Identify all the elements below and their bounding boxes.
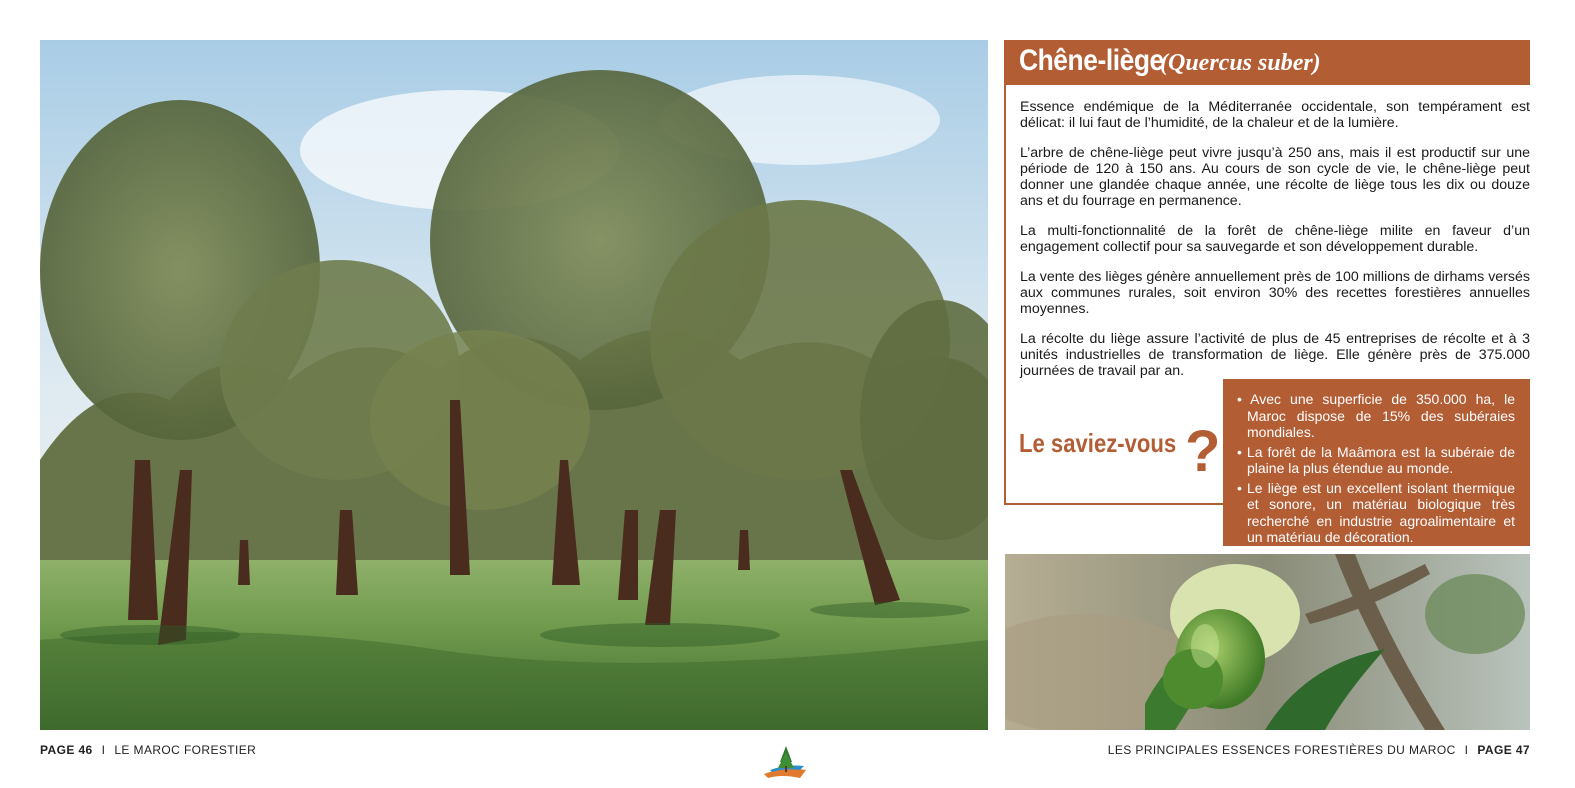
fact-item: • Avec une superficie de 350.000 ha, le Maroc dispose de 15% des subéraies mondiales.	[1237, 391, 1515, 441]
facts-list	[1237, 391, 1515, 546]
footer-left	[40, 743, 256, 757]
question-mark-icon: ?	[1185, 419, 1221, 484]
facts-box	[1223, 379, 1530, 546]
paragraph: La récolte du liège assure l’activité de plus de 45 entreprises de récolte et à 3 unités industrielles de transformation de liège. Elle génère près de 375.000 journées de travail par an.	[1020, 331, 1530, 379]
footer-separator: I	[101, 743, 106, 757]
saviez-vous-heading	[1019, 419, 1221, 484]
paragraph: L’arbre de chêne-liège peut vivre jusqu’à 250 ans, mais il est productif sur une période de 120 à 150 ans. Au cours de son cycle de vie, le chêne-liège peut donner une glandée chaque année, une récolte de liège tous les dix ou douze ans et du fourrage en permanence.	[1020, 145, 1530, 209]
footer-separator: I	[1464, 743, 1469, 757]
title-latin-name: (Quercus suber)	[1160, 50, 1321, 76]
title-common-name: Chêne-liège	[1019, 44, 1164, 77]
forest-logo-icon	[760, 744, 810, 780]
page-title	[1004, 40, 1530, 85]
footer-left-title: LE MAROC FORESTIER	[114, 743, 257, 757]
fact-item: • Le liège est un excellent isolant thermique et sonore, un matériau biologique très recherché en industrie agroalimentaire et un matériau de décoration.	[1237, 480, 1515, 546]
cork-oak-acorn-photo	[1005, 554, 1530, 730]
paragraph: La multi-fonctionnalité de la forêt de chêne-liège milite en faveur d’un engagement collectif pour sa sauvegarde et son développement durable.	[1020, 223, 1530, 255]
footer-right-title: LES PRINCIPALES ESSENCES FORESTIÈRES DU MAROC	[1107, 743, 1456, 757]
footer-left-page-number: PAGE 46	[40, 743, 93, 757]
body-text	[1020, 99, 1530, 393]
paragraph: Essence endémique de la Méditerranée occidentale, son tempérament est délicat: il lui faut de l’humidité, de la chaleur et de la lumière.	[1020, 99, 1530, 131]
saviez-vous-label: Le saviez-vous	[1019, 428, 1177, 458]
footer-right	[1108, 743, 1530, 757]
cork-oak-forest-photo	[40, 40, 988, 730]
fact-item: • La forêt de la Maâmora est la subéraie de plaine la plus étendue au monde.	[1237, 444, 1515, 477]
footer-right-page-number: PAGE 47	[1477, 743, 1530, 757]
paragraph: La vente des lièges génère annuellement près de 100 millions de dirhams versés aux communes rurales, soit environ 30% des recettes forestières annuelles moyennes.	[1020, 269, 1530, 317]
